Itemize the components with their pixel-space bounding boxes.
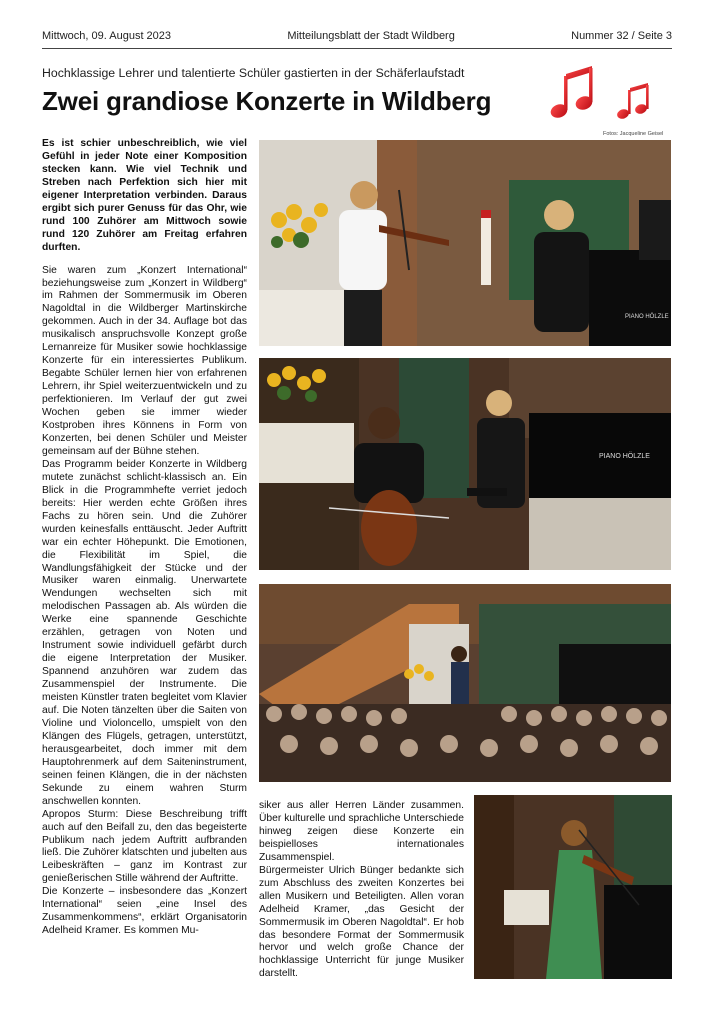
publication-name: Mitteilungsblatt der Stadt Wildberg: [287, 30, 455, 42]
photo-violinist-green-dress: [474, 795, 672, 979]
article-paragraph: Sie waren zum „Konzert International“ beziehungsweise zum „Konzert in Wildberg“ im Rahmen der Sommermusik im Oberen Nagoldtal in die Wildberger Martinskirche gekommen. Auch in der 34. Auflage bot das musikalisch anspruchsvolle Konzept große Lernanreize für Musiker sowie hochklassige Konzerte für ein interessiertes Publikum. Begabte Schüler lernen hier von erfahrenen Lehrern, ihr Spiel weiterzuentwickeln und zu perfektionieren. Im Verlauf der gut zwei Wochen geben sie immer wieder Kostproben ihres Könnens in Form von Konzerten, bei denen Schüler und Meister gemeinsam auf der Bühne stehen.: [42, 264, 247, 457]
article-lead: Es ist schier unbeschreiblich, wie viel Gefühl in jeder Note einer Komposition stecken kann. Wie viel Technik und Streben nach Perfektion sich hier mit eigener Interpretation verbinden. Daraus ergibt sich purer Genuss für das Ohr, wie rund 100 Zuhörer am Mittwoch sowie rund 120 Zuhörer am Freitag erfahren durften.: [42, 138, 247, 253]
photo-cellist-and-pianist: [259, 358, 671, 570]
page-header: [42, 30, 672, 42]
article-subheadline: Hochklassige Lehrer und talentierte Schüler gastierten in der Schäferlaufstadt: [42, 66, 465, 80]
issue-number: Nummer 32 / Seite 3: [571, 30, 672, 42]
photo-credit: Fotos: Jacqueline Geisel: [603, 131, 664, 137]
article-body-column: [42, 138, 247, 938]
piano-brand-label: PIANO HÖLZLE: [625, 314, 669, 320]
photo-audience-in-church: [259, 584, 671, 782]
photo-violinist-and-pianist: [259, 140, 671, 346]
article-continuation-column: [259, 800, 464, 981]
article-paragraph: Die Konzerte – insbesondere das „Konzert International“ seien „eine Insel des Zusammenkommens“, erklärt Organisatorin Adelheid Kramer. Es kommen Mu-: [42, 886, 247, 937]
article-paragraph: Apropos Sturm: Diese Beschreibung trifft auch auf den Beifall zu, den das begeisterte Publikum nach jedem Auftritt aufbranden ließ. Die Zuhörer klatschten und jubelten aus Leibeskräften – ganz im Kontrast zur genießerischen Stille während der Auftritte.: [42, 808, 247, 885]
article-paragraph: Bürgermeister Ulrich Bünger bedankte sich zum Abschluss des zweiten Konzertes bei allen Musikern und Beteiligten. Allen voran Adelheid Kramer, „das Gesicht der Sommermusik im Oberen Nagoldtal“. Er hob das besondere Format der Sommermusik hervor und welch große Chance der hochklassige Unterricht für junge Musiker darstellt.: [259, 864, 464, 980]
article-paragraph: siker aus aller Herren Länder zusammen. Über kulturelle und sprachliche Unterschiede hinweg zeigen diese Konzerte ein beispielloses internationales Zusammenspiel.: [259, 800, 464, 863]
article-paragraph: Das Programm beider Konzerte in Wildberg mutete zunächst schlicht-klassisch an. Ein Blick in die Programmhefte verriet jedoch bereits: Hier werden echte Größen ihres Fachs zu hören sein. Und die Zuhörer wurden keinesfalls enttäuscht. Jeder Auftritt war ein echter Höhepunkt. Die Emotionen, die Flexibilität im Spiel, die Wandlungsfähigkeit der Stücke und der Musiker waren einmalig. Unerwartete Wendungen wechselten sich mit melodischen Passagen ab. Als würden die Werke eine spannende Geschichte erzählen, getragen von Noten und Instrument sowie individuell gefärbt durch die eigene Interpretation der Musiker. Spannend anzuhören war zudem das Zusammenspiel der Instrumente. Die meisten Künstler traten begleitet vom Klavier auf. Die Noten tänzelten über die Saiten von Violine und Violoncello, umspielt von den Klängen des Flügels, getragen, unterstützt, herausgearbeitet, doch immer mit dem Hauptohrenmerk auf dem Saiteninstrument, seinen feinen Klängen, die in der nächsten Sekunde zu einem wahren Sturm anschwellen konnten.: [42, 458, 247, 807]
music-notes-icon: [548, 62, 658, 124]
article-headline: Zwei grandiose Konzerte in Wildberg: [42, 86, 492, 116]
header-divider: [42, 48, 672, 49]
issue-date: Mittwoch, 09. August 2023: [42, 30, 172, 42]
piano-brand-label: PIANO HÖLZLE: [599, 453, 650, 460]
